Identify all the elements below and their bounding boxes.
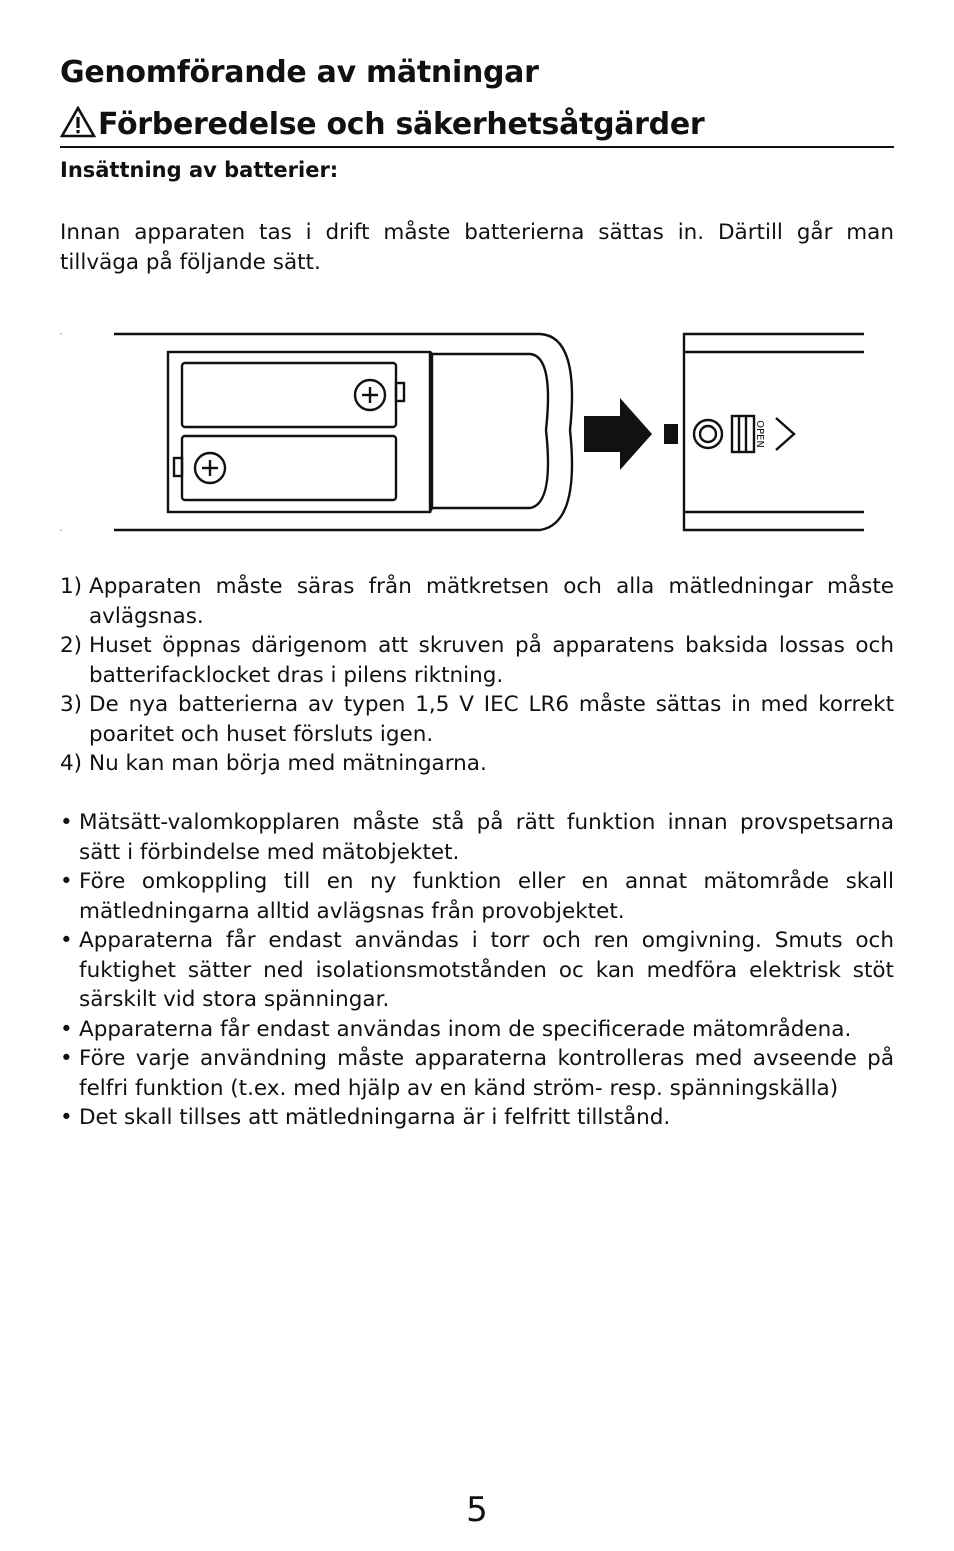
list-item — [60, 749, 894, 779]
open-arrow-icon — [776, 418, 794, 450]
list-item — [60, 572, 894, 631]
page-number: 5 — [466, 1490, 488, 1530]
battery-compartment — [168, 352, 430, 512]
list-item — [60, 631, 894, 690]
latch — [664, 424, 678, 444]
arrow-right-icon — [584, 398, 652, 470]
steps-list — [60, 572, 894, 779]
step-number: 2) — [60, 633, 83, 658]
device-back-outline — [684, 334, 864, 530]
bullet-icon: • — [60, 1105, 73, 1130]
battery-lower-terminal — [174, 458, 182, 476]
step-text: Huset öppnas därigenom att skruven på apparatens baksida lossas och batterifacklocket dras i pilens riktning. — [89, 633, 894, 688]
bullet-icon: • — [60, 810, 73, 835]
section-heading-text: Förberedelse och säkerhetsåtgärder — [98, 107, 705, 142]
page-title: Genomförande av mätningar — [60, 55, 539, 90]
step-number: 4) — [60, 751, 83, 776]
bullet-text: Före varje användning måste apparaterna kontrolleras med avseende på felfri funktion (t.ex. med hjälp av en känd ström- resp. spänningskälla) — [79, 1046, 894, 1101]
bullet-text: Mätsätt-valomkopplaren måste stå på rätt funktion innan provspetsarna sätt i förbindelse med mätobjektet. — [79, 810, 894, 865]
section-heading — [60, 106, 894, 148]
list-item — [60, 1044, 894, 1103]
list-item — [60, 808, 894, 867]
list-item — [60, 1015, 894, 1045]
step-text: De nya batterierna av typen 1,5 V IEC LR6 måste sättas in med korrekt poaritet och huset försluts igen. — [89, 692, 894, 747]
manual-page — [60, 0, 894, 1551]
intro-paragraph: Innan apparaten tas i drift måste batterierna sättas in. Därtill går man tillväga på följande sätt. — [60, 220, 894, 275]
bullet-text: Det skall tillses att mätledningarna är i felfritt tillstånd. — [79, 1105, 671, 1130]
bullet-icon: • — [60, 928, 73, 953]
warning-triangle-icon — [60, 106, 96, 138]
step-text: Nu kan man börja med mätningarna. — [89, 751, 487, 776]
bullet-text: Före omkoppling till en ny funktion eller en annat mätområde skall mätledningarna alltid avlägsnas från provobjektet. — [79, 869, 894, 924]
bullet-text: Apparaterna får endast användas i torr och ren omgivning. Smuts och fuktighet sätter ned isolationsmotstånden oc kan medföra elektrisk stöt särskilt vid stora spänningar. — [79, 928, 894, 1012]
safety-bullets-list — [60, 808, 894, 1133]
list-item — [60, 690, 894, 749]
subheading: Insättning av batterier: — [60, 158, 339, 182]
bullet-icon: • — [60, 1016, 73, 1042]
battery-insertion-figure — [60, 326, 894, 536]
step-number: 3) — [60, 692, 83, 717]
bullet-icon: • — [60, 1046, 73, 1071]
list-item — [60, 867, 894, 926]
list-item — [60, 926, 894, 1015]
step-number: 1) — [60, 574, 83, 599]
grip-lines — [732, 416, 754, 452]
bullet-text: Apparaterna får endast användas inom de specificerade mätområdena. — [79, 1016, 852, 1042]
step-text: Apparaten måste säras från mätkretsen och alla mätledningar måste avlägsnas. — [89, 574, 894, 629]
list-item — [60, 1103, 894, 1133]
bullet-icon: • — [60, 869, 73, 894]
battery-cover — [432, 354, 548, 508]
open-label: OPEN — [754, 420, 765, 448]
screw-icon — [694, 420, 722, 448]
